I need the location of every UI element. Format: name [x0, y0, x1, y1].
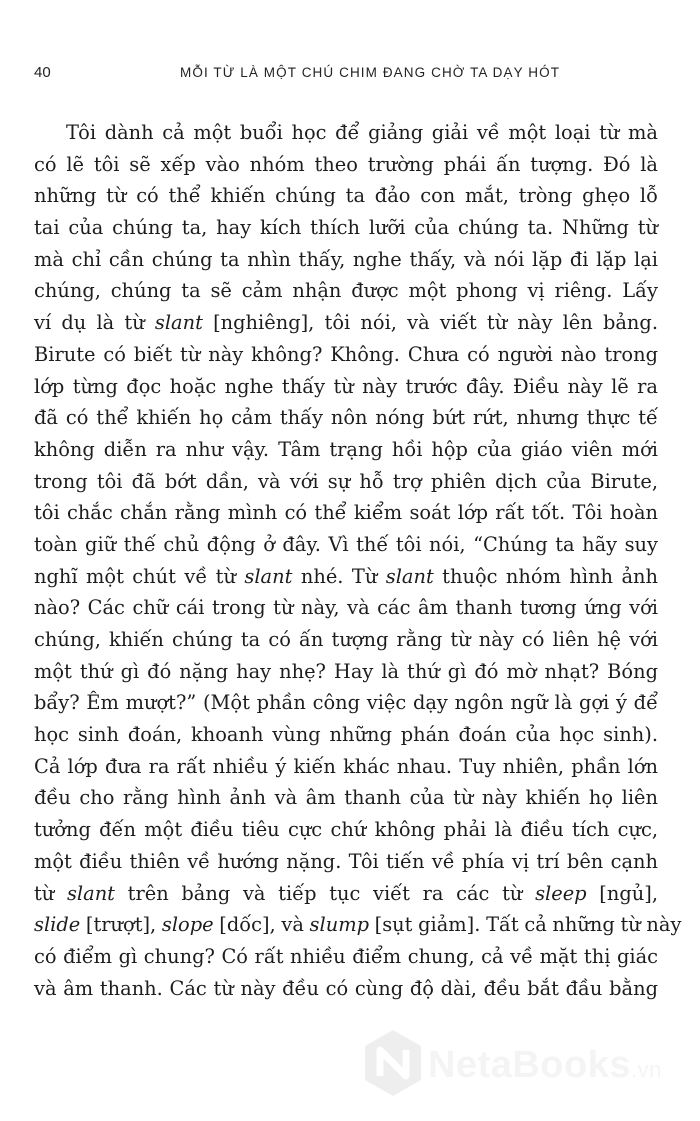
- text-line: [34, 624, 658, 656]
- text-line: [34, 434, 658, 466]
- text-run: nhé. Từ: [292, 564, 386, 588]
- text-line: [34, 973, 658, 1005]
- text-run: đều cho rằng hình ảnh và âm thanh của từ này khiến họ liên: [34, 786, 658, 810]
- text-run: toàn giữ thế chủ động ở đây. Vì thế tôi nói, “Chúng ta hãy suy: [34, 532, 658, 556]
- text-line: [34, 497, 658, 529]
- text-run: trong tôi đã bớt dần, và với sự hỗ trợ phiên dịch của Birute,: [34, 469, 658, 493]
- text-run: nào? Các chữ cái trong từ này, và các âm thanh tương ứng với: [34, 596, 658, 620]
- watermark: [362, 1022, 692, 1102]
- text-line: [34, 275, 658, 307]
- text-run: trên bảng và tiếp tục viết ra các từ: [114, 881, 536, 905]
- text-line: [34, 466, 658, 498]
- running-title: MỖI TỪ LÀ MỘT CHÚ CHIM ĐANG CHỜ TA DẠY HÓT: [180, 65, 561, 80]
- text-run: từ: [34, 881, 67, 905]
- text-run: lớp từng đọc hoặc nghe thấy từ này trước đây. Điều này lẽ ra: [34, 374, 658, 398]
- text-run: [sụt giảm]. Tất cả những từ này: [369, 913, 682, 937]
- text-run: Cả lớp đưa ra rất nhiều ý kiến khác nhau. Tuy nhiên, phần lớn: [34, 754, 658, 778]
- body-text: [34, 117, 682, 1004]
- text-line: [34, 244, 658, 276]
- text-run: một thứ gì đó nặng hay nhẹ? Hay là thứ gì đó mờ nhạt? Bóng: [34, 659, 658, 683]
- text-line: [34, 719, 658, 751]
- text-run: tưởng đến một điều tiêu cực chứ không phải là điều tích cực,: [34, 818, 658, 842]
- text-line: [34, 371, 658, 403]
- text-run: một điều thiên về hướng nặng. Tôi tiến về phía vị trí bên cạnh: [34, 849, 658, 873]
- text-run: chúng, khiến chúng ta có ấn tượng rằng từ này có liên hệ với: [34, 628, 658, 651]
- text-line: [34, 751, 658, 783]
- text-run: Tôi dành cả một buổi học để giảng giải về một loại từ mà: [66, 121, 658, 144]
- italic-word: slope: [161, 913, 214, 937]
- text-run: chúng, chúng ta sẽ cảm nhận được một phong vị riêng. Lấy: [34, 279, 658, 303]
- text-run: có lẽ tôi sẽ xếp vào nhóm theo trường phái ấn tượng. Đó là: [34, 152, 658, 176]
- text-line: [34, 592, 658, 624]
- text-line: [34, 814, 658, 846]
- italic-word: slide: [34, 913, 81, 937]
- text-run: tai của chúng ta, hay kích thích lưỡi của chúng ta. Những từ: [34, 216, 658, 240]
- italic-word: slant: [154, 311, 203, 335]
- text-line: [34, 878, 658, 910]
- text-run: học sinh đoán, khoanh vùng những phán đoán của học sinh).: [34, 723, 658, 747]
- watermark-brand: NetaBooks: [428, 1044, 631, 1086]
- text-run: có điểm gì chung? Có rất nhiều điểm chung, cả về mặt thị giác: [34, 944, 658, 968]
- page-header: [34, 64, 674, 84]
- text-line: [34, 561, 658, 593]
- text-line: [34, 846, 658, 878]
- text-run: không diễn ra như vậy. Tâm trạng hồi hộp của giáo viên mới: [34, 437, 658, 461]
- text-run: [ngủ],: [586, 881, 658, 905]
- text-line: [34, 687, 658, 719]
- netabooks-logo-icon: [362, 1028, 424, 1098]
- text-line: [34, 339, 658, 371]
- text-run: [trượt],: [80, 913, 162, 937]
- text-run: những từ có thể khiến chúng ta đảo con mắt, tròng ghẹo lỗ: [34, 184, 658, 208]
- text-run: Birute có biết từ này không? Không. Chưa có người nào trong: [34, 342, 658, 366]
- watermark-text: [428, 1044, 662, 1087]
- text-line: [34, 941, 658, 973]
- text-line: [34, 212, 658, 244]
- text-line: [34, 656, 658, 688]
- text-run: mà chỉ cần chúng ta nhìn thấy, nghe thấy, và nói lặp đi lặp lại: [34, 247, 658, 271]
- watermark-suffix: .vn: [631, 1057, 662, 1082]
- italic-word: sleep: [535, 881, 587, 905]
- page-number: 40: [34, 64, 51, 81]
- text-run: ví dụ là từ: [34, 311, 155, 335]
- text-run: tôi chắc chắn rằng mình có thể kiểm soát lớp rất tốt. Tôi hoàn: [34, 501, 658, 525]
- text-line: [34, 909, 682, 941]
- text-line: [34, 402, 658, 434]
- italic-word: slant: [66, 881, 115, 905]
- text-run: thuộc nhóm hình ảnh: [433, 564, 659, 588]
- text-run: đã có thể khiến họ cảm thấy nôn nóng bứt rứt, nhưng thực tế: [34, 406, 658, 430]
- italic-word: slant: [385, 564, 434, 588]
- italic-word: slump: [309, 913, 369, 937]
- text-line: [34, 782, 658, 814]
- text-line: [34, 117, 658, 149]
- text-run: [nghiêng], tôi nói, và viết từ này lên bảng.: [202, 311, 658, 335]
- text-line: [34, 180, 658, 212]
- text-run: [dốc], và: [213, 913, 310, 937]
- italic-word: slant: [244, 564, 293, 588]
- text-run: bẩy? Êm mượt?” (Một phần công việc dạy ngôn ngữ là gợi ý để: [34, 691, 658, 715]
- text-run: nghĩ một chút về từ: [34, 564, 245, 588]
- text-run: và âm thanh. Các từ này đều có cùng độ dài, đều bắt đầu bằng: [34, 976, 658, 1000]
- text-line: [34, 307, 658, 339]
- text-line: [34, 529, 658, 561]
- text-line: [34, 149, 658, 181]
